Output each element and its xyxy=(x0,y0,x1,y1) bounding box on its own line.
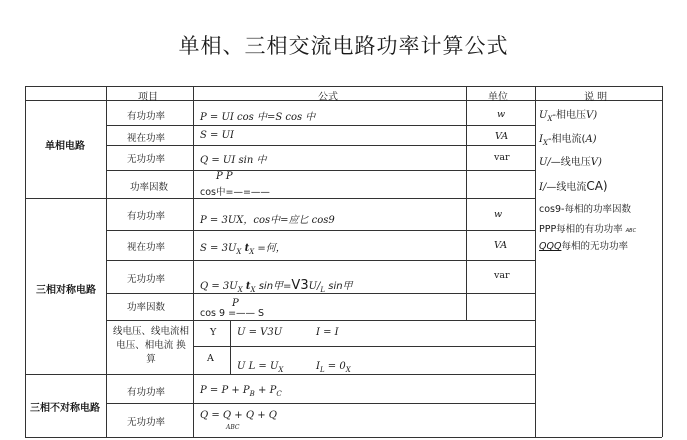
col-line xyxy=(466,86,467,320)
relation-eq xyxy=(237,361,283,374)
formula-part: sin甲 xyxy=(328,281,353,292)
note-part: I/ xyxy=(539,182,547,193)
connection-y: Y xyxy=(210,327,217,338)
item-label: 无功功率 xyxy=(127,417,166,428)
table-top-border xyxy=(25,86,662,87)
formula-part: + P xyxy=(258,385,277,396)
formula-part: P = P + P xyxy=(200,385,250,396)
row-line xyxy=(106,125,535,126)
relation-eq xyxy=(316,361,351,374)
formula xyxy=(200,385,282,398)
connection-delta: A xyxy=(207,353,214,364)
formula-part: S = 3U xyxy=(200,243,237,254)
note-part: PPP每相的有功功率 xyxy=(539,224,623,235)
item-label: 功率因数 xyxy=(127,302,166,313)
category-three-phase-sym: 三相对称电路 xyxy=(36,285,96,296)
item-label: 视在功率 xyxy=(127,133,166,144)
formula-part: =何， xyxy=(257,243,286,254)
formula-sub: X xyxy=(249,248,255,256)
formula xyxy=(200,277,353,294)
col-line xyxy=(230,320,231,374)
item-label: 有功功率 xyxy=(127,387,166,398)
note-part: QQQ xyxy=(539,241,562,252)
formula: cos 9 =—— S xyxy=(200,308,265,319)
category-three-phase-asym: 三相不对称电路 xyxy=(30,403,100,414)
row-line xyxy=(106,260,535,261)
formula-sub: L xyxy=(320,286,326,294)
unit: w xyxy=(497,109,506,120)
formula-sub: X xyxy=(237,286,243,294)
formula: P = UI cos 中=S cos 中 xyxy=(200,112,316,123)
note-sub: X xyxy=(547,115,553,123)
note-part: V) xyxy=(586,110,598,121)
note-line-voltage xyxy=(539,153,602,168)
note-sub: ABC xyxy=(625,228,637,234)
relation-part: U L = U xyxy=(237,361,279,372)
note-part: —线电压 xyxy=(550,157,591,168)
row-line xyxy=(106,230,535,231)
header-divider xyxy=(25,100,535,101)
note-active-power xyxy=(539,221,636,235)
note-sub: X xyxy=(542,139,548,147)
formula: Q = UI sin 中 xyxy=(200,155,267,166)
note-phase-current xyxy=(539,130,597,147)
formula-numerator: P xyxy=(232,298,239,309)
formula: P = 3UX，cos中=应匕 cos9 xyxy=(200,215,335,226)
item-label: 无功功率 xyxy=(127,154,166,165)
note-part: -相电压 xyxy=(552,110,587,121)
formula-sub: X xyxy=(250,286,256,294)
header-item: 项目 xyxy=(138,92,158,103)
formula-sub: ABC xyxy=(226,424,240,431)
unit: var xyxy=(494,152,510,163)
header-unit: 单位 xyxy=(488,92,508,103)
header-formula: 公式 xyxy=(318,92,338,103)
formula: Q = Q + Q + Q xyxy=(200,410,278,421)
note-part: -相电流( xyxy=(547,134,586,145)
category-single-phase: 单相电路 xyxy=(45,141,85,152)
note-part: —线电流 xyxy=(546,182,587,193)
formula-numerator: P P xyxy=(216,171,233,182)
row-line xyxy=(106,320,535,321)
note-part: 每相的无功功率 xyxy=(561,241,628,252)
row-line xyxy=(193,346,535,347)
unit: w xyxy=(494,209,503,220)
formula-sub: X xyxy=(236,248,242,256)
section-line xyxy=(25,374,535,375)
note-part: I xyxy=(539,134,543,145)
note-phase-voltage xyxy=(539,106,597,123)
col-line xyxy=(193,86,194,437)
table-left-border xyxy=(25,86,26,437)
note-power-factor: cos9-每相的功率因数 xyxy=(539,204,631,215)
formula: cos中=—=—— xyxy=(200,187,270,198)
formula-part: U/ xyxy=(308,281,321,292)
relation-eq: I = I xyxy=(316,327,339,338)
unit: VA xyxy=(494,240,508,251)
table-right-border xyxy=(662,86,663,437)
formula-part: sin甲= xyxy=(258,281,292,292)
formula-part: t xyxy=(244,243,250,254)
item-label: 视在功率 xyxy=(127,242,166,253)
formula-part: Q = 3U xyxy=(200,281,238,292)
formula xyxy=(200,239,286,256)
note-part: U/ xyxy=(539,157,551,168)
item-label: 功率因数 xyxy=(130,182,169,193)
item-label: 有功功率 xyxy=(127,211,166,222)
relation-sub: L xyxy=(319,366,325,374)
note-reactive-power xyxy=(539,238,628,252)
row-line xyxy=(106,403,535,404)
relation-eq: U = V3U xyxy=(237,327,283,338)
formula: S = UI xyxy=(200,130,234,141)
row-line xyxy=(106,145,535,146)
section-line xyxy=(25,198,535,199)
formula-sub: C xyxy=(276,390,282,398)
relation-label: 线电压、线电流相电压、相电流 换算 xyxy=(112,326,189,365)
formula-part: V3 xyxy=(291,278,309,293)
col-line xyxy=(106,86,107,437)
note-part: A) xyxy=(585,134,597,145)
relation-part: = 0 xyxy=(327,361,346,372)
item-label: 无功功率 xyxy=(127,274,166,285)
table-bottom-border xyxy=(25,437,662,438)
relation-sub: X xyxy=(278,366,284,374)
note-part: U xyxy=(539,110,548,121)
note-part: CA) xyxy=(586,179,608,193)
header-notes: 说 明 xyxy=(584,92,608,103)
unit: VA xyxy=(495,131,509,142)
relation-sub: X xyxy=(345,366,351,374)
row-line xyxy=(106,170,535,171)
col-line xyxy=(535,86,536,437)
item-label: 有功功率 xyxy=(127,111,166,122)
formula-part: t xyxy=(245,281,251,292)
relation-part: I xyxy=(316,361,320,372)
note-part: V) xyxy=(590,157,602,168)
page-title: 单相、三相交流电路功率计算公式 xyxy=(178,34,509,58)
note-line-current xyxy=(539,178,608,193)
formula-sub: B xyxy=(249,390,255,398)
unit: var xyxy=(494,270,510,281)
